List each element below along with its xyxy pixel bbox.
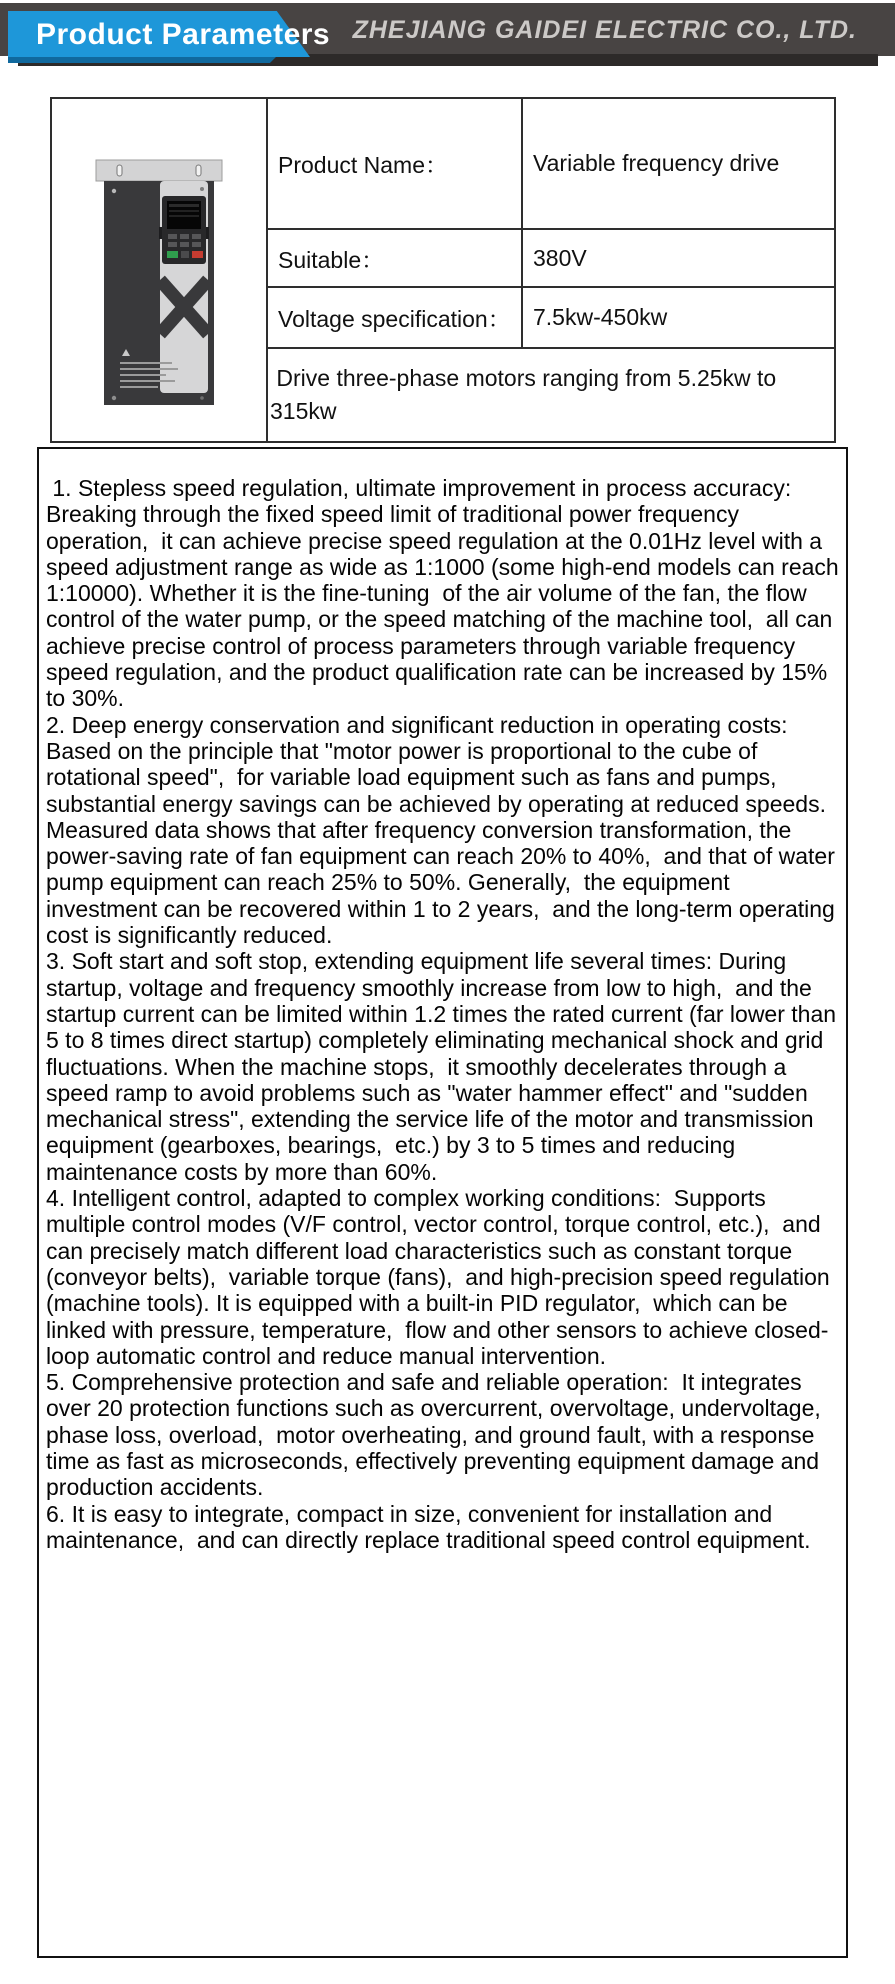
spec-value-voltage-specification: 7.5kw-450kw bbox=[522, 287, 835, 348]
feature-item-4: 4. Intelligent control, adapted to complex working conditions: Supports multiple control modes (V/F control, vector control, torque control, etc.), and can precisely match different load characteristics such as constant torque (conveyor belts), variable torque (fans), and high-precision speed regulation (machine tools). It is equipped with a built-in PID regulator, which can be linked with pressure, temperature, flow and other sensors to achieve closed-loop automatic control and reduce manual intervention. bbox=[46, 1185, 837, 1369]
page-header bbox=[0, 0, 895, 70]
feature-item-5: 5. Comprehensive protection and safe and reliable operation: It integrates over 20 protection functions such as overcurrent, overvoltage, undervoltage, phase loss, overload, motor overheating, and ground fault, with a response time as fast as microseconds, effectively preventing equipment damage and production accidents. bbox=[46, 1369, 828, 1501]
product-image bbox=[84, 122, 234, 412]
spec-label-suitable: Suitable： bbox=[267, 229, 522, 287]
company-name: ZHEJIANG GAIDEI ELECTRIC CO., LTD. bbox=[352, 16, 857, 44]
feature-item-6: 6. It is easy to integrate, compact in size, convenient for installation and maintenance, and can directly replace traditional speed control equipment. bbox=[46, 1500, 811, 1553]
spec-merged-drive-range: Drive three-phase motors ranging from 5.25kw to 315kw bbox=[267, 348, 835, 442]
feature-item-3: 3. Soft start and soft stop, extending equipment life several times: During startup, voltage and frequency smoothly increase from low to high, and the startup current can be limited within 1.2 times the rated current (far lower than 5 to 8 times direct startup) completely eliminating mechanical shock and grid fluctuations. When the machine stops, it smoothly decelerates through a speed ramp to avoid problems such as "water hammer effect" and "sudden mechanical stress", extending the service life of the motor and transmission equipment (gearboxes, bearings, etc.) by 3 to 5 times and reducing maintenance costs by more than 60%. bbox=[46, 948, 843, 1185]
feature-item-2: 2. Deep energy conservation and significant reduction in operating costs: Based on the principle that "motor power is proportional to the cube of rotational speed", for variable load equipment such as fans and pumps, substantial energy savings can be achieved by operating at reduced speeds. Measured data shows that after frequency conversion transformation, the power-saving rate of fan equipment can reach 20% to 40%, and that of water pump equipment can reach 25% to 50%. Generally, the equipment investment can be recovered within 1 to 2 years, and the long-term operating cost is significantly reduced. bbox=[46, 711, 842, 949]
spec-label-voltage-specification: Voltage specification： bbox=[267, 287, 522, 348]
product-image-cell bbox=[51, 98, 267, 442]
spec-value-product-name: Variable frequency drive bbox=[522, 98, 835, 229]
feature-description-box bbox=[37, 447, 848, 1958]
spec-value-suitable: 380V bbox=[522, 229, 835, 287]
spec-label-product-name: Product Name： bbox=[267, 98, 522, 229]
feature-item-1: 1. Stepless speed regulation, ultimate improvement in process accuracy: Breaking through the fixed speed limit of traditional power frequency operation, it can achieve precise speed regulation at the 0.01Hz level with a speed adjustment range as wide as 1:1000 (some high-end models can reach 1:10000). Whether it is the fine-tuning of the air volume of the fan, the flow control of the water pump, or the speed matching of the machine tool, all can achieve precise control of process parameters through variable frequency speed regulation, and the product qualification rate can be increased by 15% to 30%. bbox=[46, 475, 846, 712]
product-spec-table bbox=[50, 97, 836, 443]
page-title: Product Parameters bbox=[36, 18, 331, 51]
table-row bbox=[51, 98, 835, 229]
